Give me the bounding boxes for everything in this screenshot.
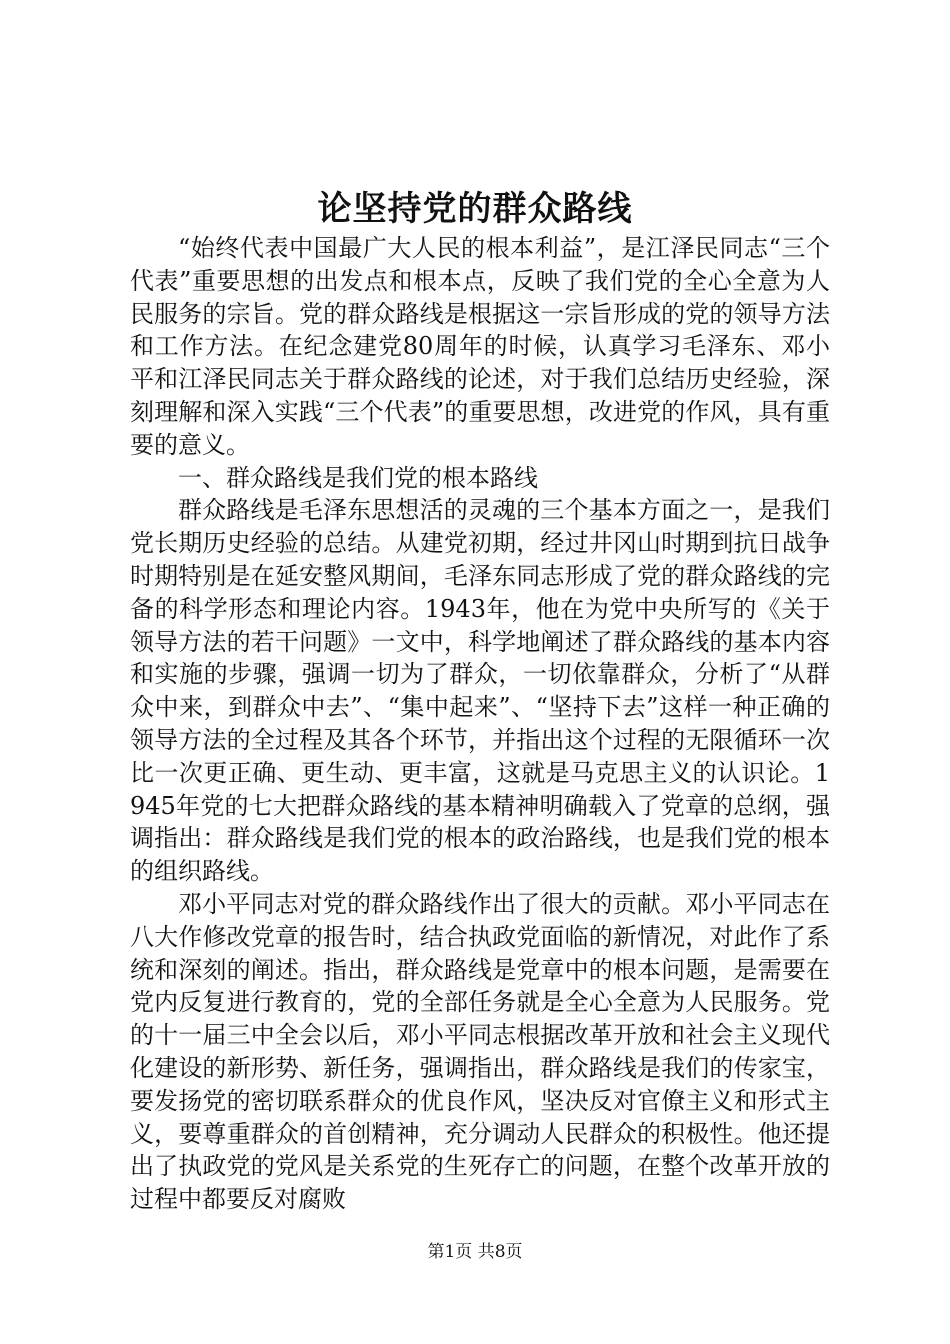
page-number: 第1页 共8页 — [427, 1242, 523, 1262]
document-title: 论坚持党的群众路线 — [317, 189, 633, 229]
section-heading: 一、群众路线是我们党的根本路线 — [178, 463, 538, 492]
document-body — [130, 232, 830, 1216]
paragraph-mao: 群众路线是毛泽东思想活的灵魂的三个基本方面之一，是我们党长期历史经验的总结。从建党初期，经过井冈山时期到抗日战争时期特别是在延安整风期间，毛泽东同志形成了党的群众路线的完备的科学形态和理论内容。1943年，他在为党中央所写的《关于领导方法的若干问题》一文中，科学地阐述了群众路线的基本内容和实施的步骤，强调一切为了群众，一切依靠群众，分析了“从群众中来，到群众中去”、“集中起来”、“坚持下去”这样一种正确的领导方法的全过程及其各个环节，并指出这个过程的无限循环一次比一次更正确、更生动、更丰富，这就是马克思主义的认识论。1945年党的七大把群众路线的基本精神明确载入了党章的总纲，强调指出：群众路线是我们党的根本的政治路线，也是我们党的根本的组织路线。 — [130, 496, 830, 886]
paragraph-intro: “始终代表中国最广大人民的根本利益”，是江泽民同志“三个代表”重要思想的出发点和根本点，反映了我们党的全心全意为人民服务的宗旨。党的群众路线是根据这一宗旨形成的党的领导方法和工作方法。在纪念建党80周年的时候，认真学习毛泽东、邓小平和江泽民同志关于群众路线的论述，对于我们总结历史经验，深刻理解和深入实践“三个代表”的重要思想，改进党的作风，具有重要的意义。 — [130, 234, 830, 459]
paragraph-deng: 邓小平同志对党的群众路线作出了很大的贡献。邓小平同志在八大作修改党章的报告时，结合执政党面临的新情况，对此作了系统和深刻的阐述。指出，群众路线是党章中的根本问题，是需要在党内反复进行教育的，党的全部任务就是全心全意为人民服务。党的十一届三中全会以后，邓小平同志根据改革开放和社会主义现代化建设的新形势、新任务，强调指出，群众路线是我们的传家宝，要发扬党的密切联系群众的优良作风，坚决反对官僚主义和形式主义，要尊重群众的首创精神，充分调动人民群众的积极性。他还提出了执政党的党风是关系党的生死存亡的问题，在整个改革开放的过程中都要反对腐败 — [130, 889, 830, 1214]
